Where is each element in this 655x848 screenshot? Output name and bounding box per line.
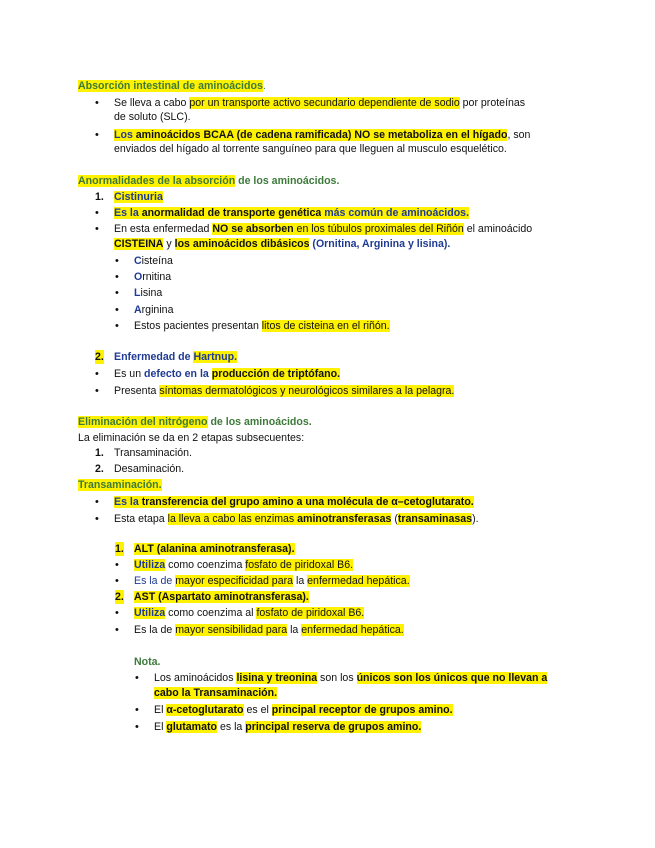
sub-list-item: • Utiliza como coenzima fosfato de piridoxal B6. [134,558,353,572]
paragraph: La eliminación se da en 2 etapas subsecuentes: [78,432,305,444]
note-heading: Nota. [134,656,161,668]
list-item: • Presenta síntomas dermatológicos y neurológicos similares a la pelagra. [114,384,454,398]
sub-list-item: • Utiliza como coenzima al fosfato de piridoxal B6. [134,606,364,620]
numbered-item: 2. Desaminación. [95,463,185,475]
list-item: • En esta enfermedad NO se absorben en los túbulos proximales del Riñón el aminoácido [114,222,532,236]
sub-list-item: • Cisteína [134,254,173,268]
list-item: • Esta etapa la lleva a cabo las enzimas aminotransferasas (transaminasas). [114,512,479,526]
sub-list-item: • Arginina [134,303,173,317]
note-item: • Los aminoácidos lisina y treonina son los únicos son los únicos que no llevan a [154,671,547,685]
numbered-item: 2. Enfermedad de Hartnup. [95,351,238,363]
numbered-item: 1. Transaminación. [95,447,192,459]
numbered-item: 1. Cistinuria [95,191,163,203]
section-heading-anormalidades: Anormalidades de la absorción de los aminoácidos. [78,175,340,187]
list-item-continuation: CISTEINA y los aminoácidos dibásicos (Ornitina, Arginina y lisina). [114,238,451,250]
list-item: • Es la anormalidad de transporte genética más común de aminoácidos. [114,206,469,220]
note-item: • El α-cetoglutarato es el principal receptor de grupos amino. [154,703,453,717]
list-item-continuation: enviados del hígado al torrente sanguíneo para que lleguen al musculo esquelético. [114,143,507,155]
note-item: • El glutamato es la principal reserva de grupos amino. [154,720,421,734]
list-item: • Se lleva a cabo por un transporte activo secundario dependiente de sodio por proteínas [114,96,525,110]
sub-list-item: • Es la de mayor especificidad para la enfermedad hepática. [134,574,410,588]
numbered-item: 2. AST (Aspartato aminotransferasa). [115,591,309,603]
numbered-item: 1. ALT (alanina aminotransferasa). [115,543,295,555]
list-item: • Es la transferencia del grupo amino a una molécula de α–cetoglutarato. [114,495,474,509]
list-item: • Es un defecto en la producción de triptófano. [114,367,340,381]
note-item-continuation: cabo la Transaminación. [154,687,278,699]
section-heading-eliminacion: Eliminación del nitrógeno de los aminoácidos. [78,416,312,428]
list-item: • Los aminoácidos BCAA (de cadena ramificada) NO se metaboliza en el hígado, son [114,128,530,142]
list-item-continuation: de soluto (SLC). [114,111,191,123]
sub-list-item: • Es la de mayor sensibilidad para la enfermedad hepática. [134,623,404,637]
section-heading-absorcion: Absorción intestinal de aminoácidos. [78,80,266,92]
sub-list-item: • Lisina [134,286,162,300]
section-heading-transaminacion: Transaminación. [78,479,162,491]
sub-list-item: • Estos pacientes presentan litos de cisteina en el riñón. [134,319,390,333]
sub-list-item: • Ornitina [134,270,171,284]
